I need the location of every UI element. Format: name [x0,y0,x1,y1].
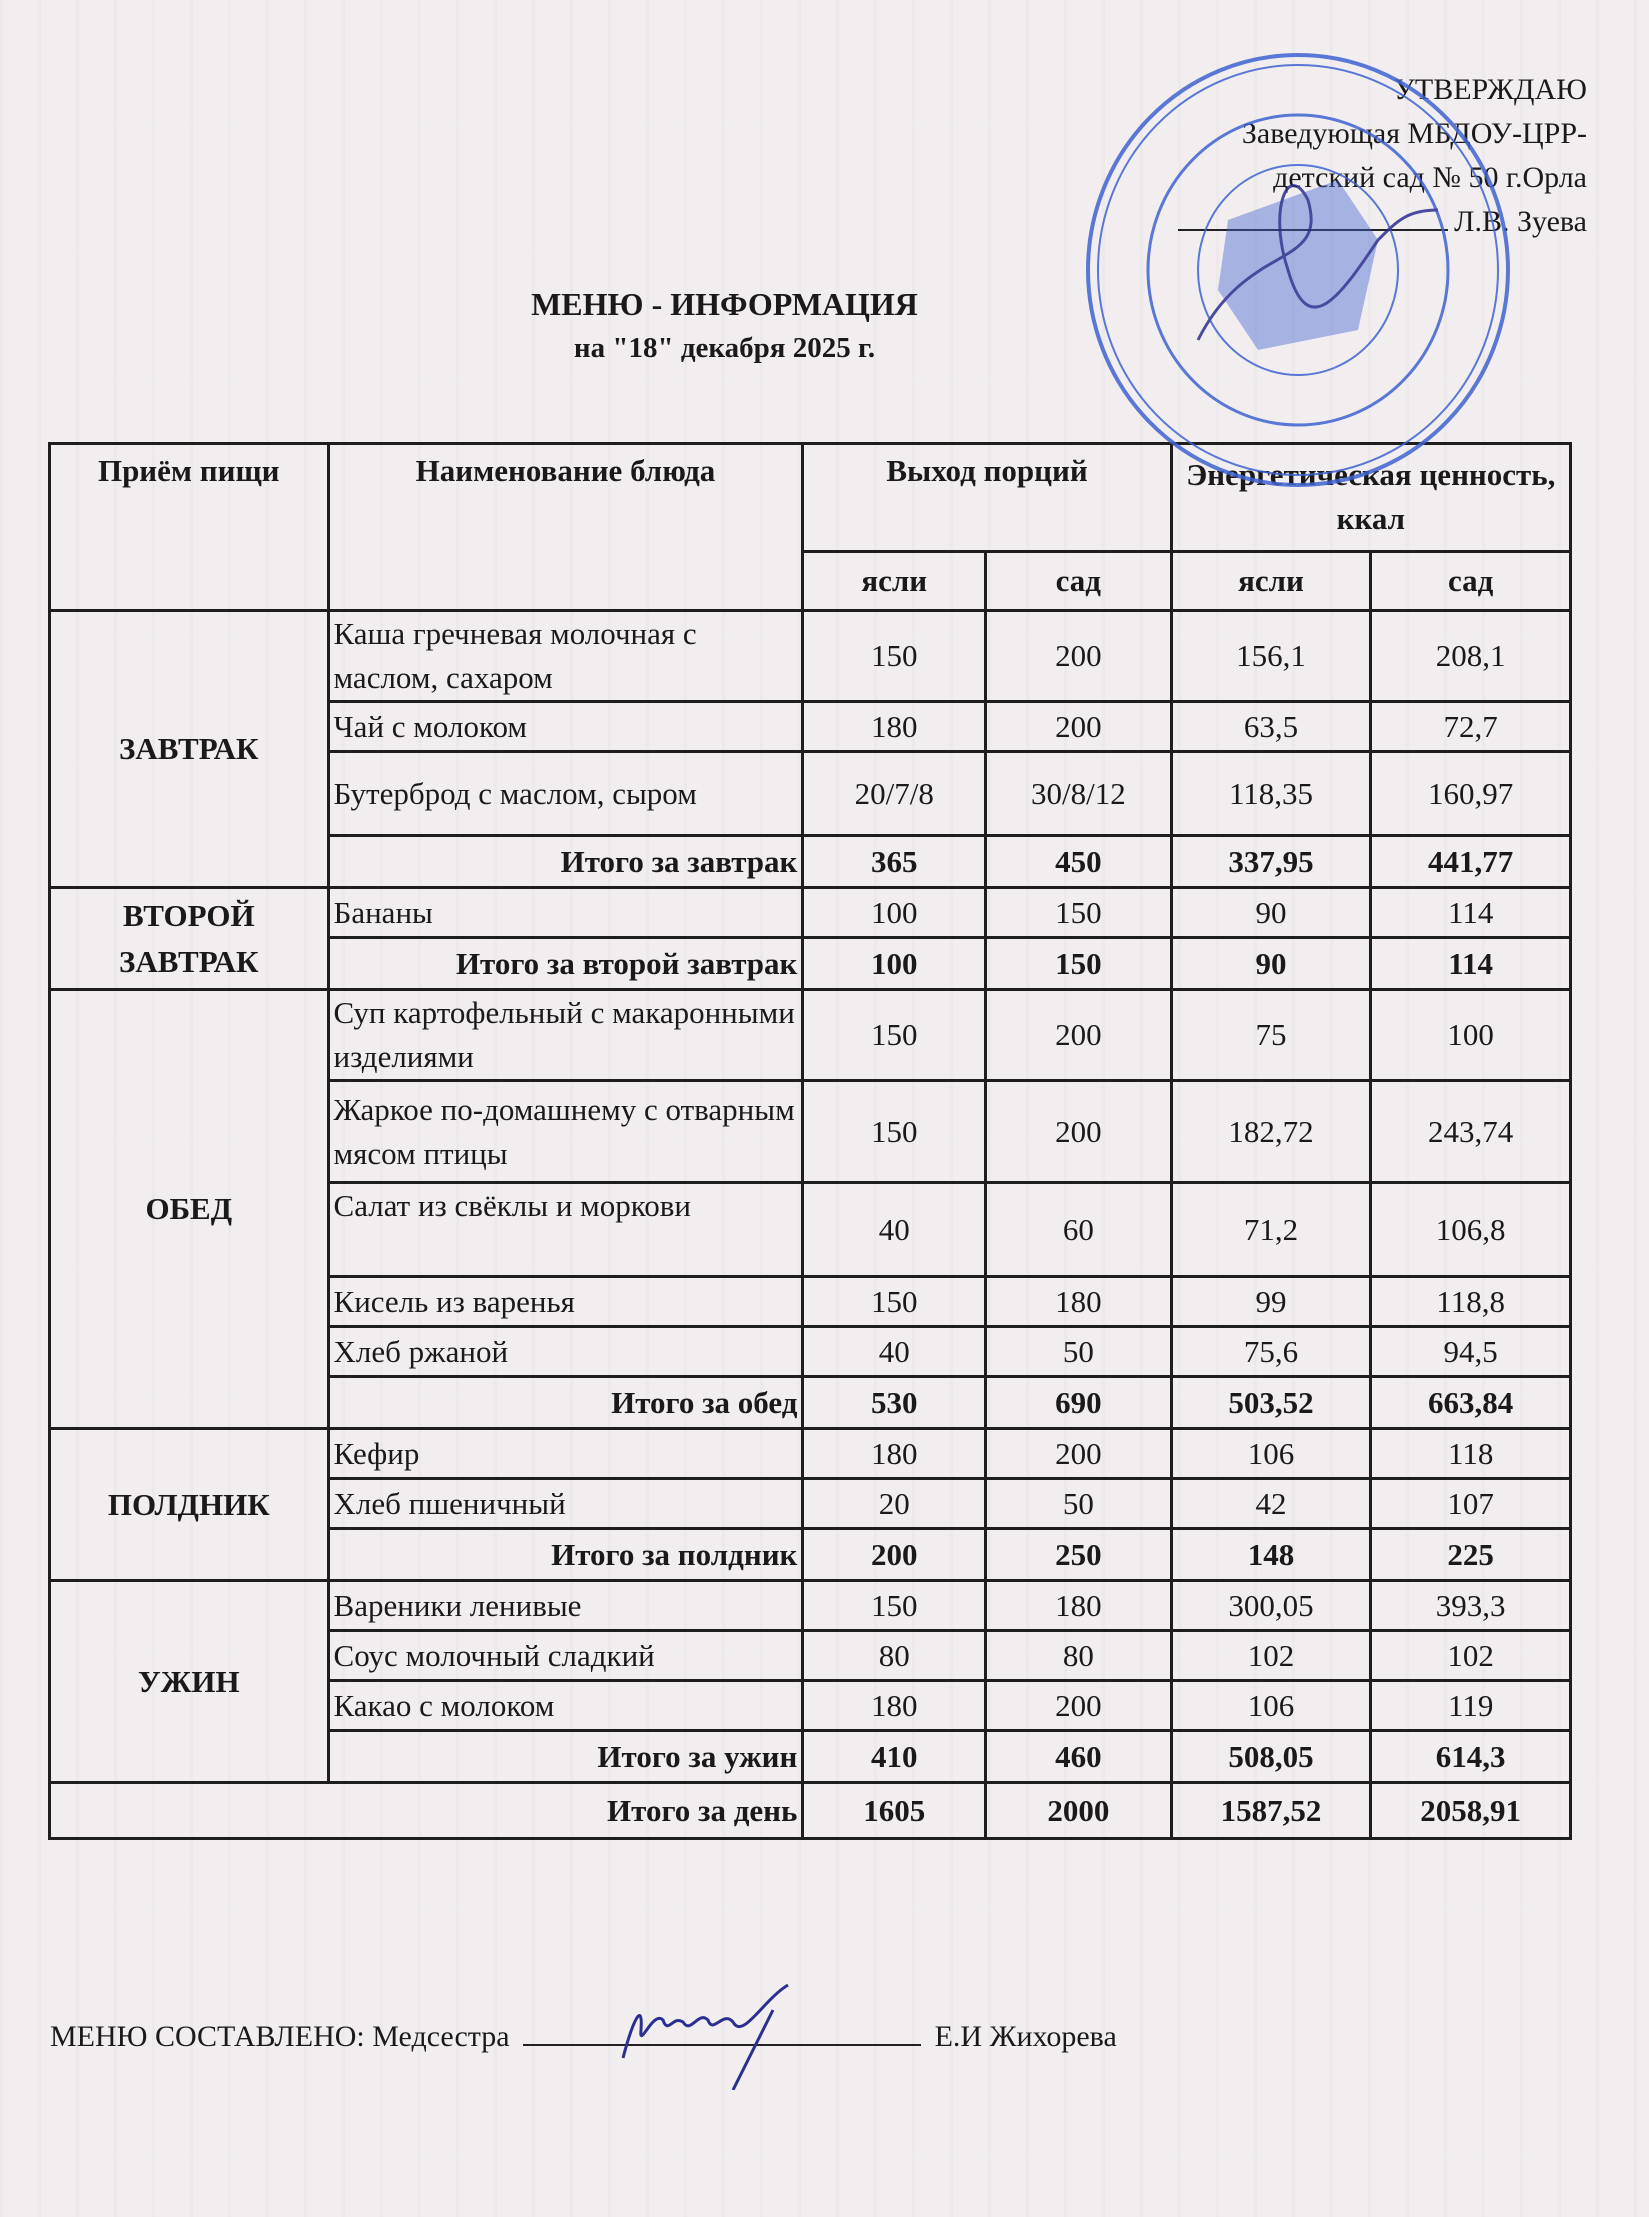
approval-position: Заведующая МБДОУ-ЦРР- [1241,117,1587,150]
section-total-label: Итого за завтрак [328,836,803,888]
total-portion-garden: 460 [986,1731,1172,1783]
table-header [50,444,1571,611]
kcal-garden: 94,5 [1371,1327,1571,1377]
signature-underline [1178,207,1448,231]
kcal-garden: 107 [1371,1479,1571,1529]
portion-nursery: 180 [803,1681,986,1731]
meal-name: ОБЕД [50,990,329,1429]
portion-garden: 50 [986,1327,1172,1377]
total-portion-garden: 250 [986,1529,1172,1581]
kcal-garden: 243,74 [1371,1081,1571,1183]
portion-nursery: 80 [803,1631,986,1681]
kcal-garden: 119 [1371,1681,1571,1731]
kcal-nursery: 102 [1171,1631,1371,1681]
total-portion-nursery: 100 [803,938,986,990]
kcal-nursery: 300,05 [1171,1581,1371,1631]
total-kcal-nursery: 90 [1171,938,1371,990]
section-total-label: Итого за полдник [328,1529,803,1581]
approval-signatory: Л.В. Зуева [1454,205,1587,238]
total-portion-garden: 690 [986,1377,1172,1429]
approval-block [1178,68,1587,244]
portion-garden: 200 [986,611,1172,702]
portion-garden: 150 [986,888,1172,938]
kcal-nursery: 71,2 [1171,1183,1371,1277]
footer-signature-line [523,2020,921,2046]
total-portion-nursery: 200 [803,1529,986,1581]
portion-nursery: 150 [803,611,986,702]
header-portion: Выход порций [803,444,1171,552]
total-portion-nursery: 365 [803,836,986,888]
kcal-garden: 100 [1371,990,1571,1081]
portion-garden: 60 [986,1183,1172,1277]
kcal-nursery: 99 [1171,1277,1371,1327]
approval-organization: детский сад № 50 г.Орла [1273,161,1587,194]
total-kcal-nursery: 337,95 [1171,836,1371,888]
total-portion-nursery: 530 [803,1377,986,1429]
header-energy: Энергетическая ценность, ккал [1171,444,1570,552]
total-kcal-nursery: 148 [1171,1529,1371,1581]
kcal-garden: 208,1 [1371,611,1571,702]
nurse-signature-icon [613,1980,803,2090]
kcal-garden: 393,3 [1371,1581,1571,1631]
day-total-kcal-nursery: 1587,52 [1171,1783,1371,1839]
kcal-nursery: 106 [1171,1681,1371,1731]
dish-name: Вареники ленивые [328,1581,803,1631]
dish-name: Бутерброд с маслом, сыром [328,752,803,836]
meal-name: ЗАВТРАК [50,611,329,888]
dish-row [50,611,1571,702]
document-title [0,282,1649,370]
footer [50,2020,1117,2054]
total-portion-nursery: 410 [803,1731,986,1783]
portion-garden: 50 [986,1479,1172,1529]
portion-nursery: 150 [803,1081,986,1183]
day-total-label: Итого за день [50,1783,803,1839]
header-dish: Наименование блюда [328,444,803,611]
dish-name: Салат из свёклы и моркови [328,1183,803,1277]
portion-nursery: 150 [803,1277,986,1327]
portion-garden: 200 [986,990,1172,1081]
portion-nursery: 100 [803,888,986,938]
header-portion-nursery: ясли [803,552,986,611]
portion-garden: 180 [986,1581,1172,1631]
kcal-garden: 102 [1371,1631,1571,1681]
approval-heading: УТВЕРЖДАЮ [1393,73,1587,106]
dish-name: Каша гречневая молочная с маслом, сахаром [328,611,803,702]
day-total-row [50,1783,1571,1839]
portion-garden: 180 [986,1277,1172,1327]
portion-nursery: 150 [803,990,986,1081]
dish-row [50,1581,1571,1631]
kcal-garden: 106,8 [1371,1183,1571,1277]
dish-name: Хлеб пшеничный [328,1479,803,1529]
day-total-portion-nursery: 1605 [803,1783,986,1839]
header-energy-nursery: ясли [1171,552,1371,611]
dish-row [50,990,1571,1081]
kcal-nursery: 182,72 [1171,1081,1371,1183]
dish-name: Бананы [328,888,803,938]
approval-signature-line [1178,200,1587,244]
dish-name: Кисель из варенья [328,1277,803,1327]
total-kcal-garden: 663,84 [1371,1377,1571,1429]
dish-name: Суп картофельный с макаронными изделиями [328,990,803,1081]
dish-name: Какао с молоком [328,1681,803,1731]
title-date: на "18" декабря 2025 г. [573,332,876,364]
total-kcal-garden: 225 [1371,1529,1571,1581]
total-portion-garden: 450 [986,836,1172,888]
header-portion-garden: сад [986,552,1172,611]
kcal-nursery: 106 [1171,1429,1371,1479]
header-meal: Приём пищи [50,444,329,611]
portion-garden: 200 [986,1681,1172,1731]
kcal-garden: 160,97 [1371,752,1571,836]
dish-name: Жаркое по-домашнему с отварным мясом птицы [328,1081,803,1183]
dish-name: Соус молочный сладкий [328,1631,803,1681]
portion-nursery: 20 [803,1479,986,1529]
table-body [50,611,1571,1839]
portion-nursery: 180 [803,702,986,752]
menu-table [48,442,1572,1840]
total-kcal-nursery: 503,52 [1171,1377,1371,1429]
portion-nursery: 40 [803,1327,986,1377]
meal-name: ПОЛДНИК [50,1429,329,1581]
portion-nursery: 180 [803,1429,986,1479]
footer-name: Е.И Жихорева [934,2020,1117,2053]
dish-name: Хлеб ржаной [328,1327,803,1377]
total-kcal-garden: 441,77 [1371,836,1571,888]
title-main: МЕНЮ - ИНФОРМАЦИЯ [531,286,918,322]
meal-name: ВТОРОЙ ЗАВТРАК [50,888,329,990]
meal-name: УЖИН [50,1581,329,1783]
day-total-portion-garden: 2000 [986,1783,1172,1839]
kcal-garden: 118,8 [1371,1277,1571,1327]
day-total-kcal-garden: 2058,91 [1371,1783,1571,1839]
kcal-nursery: 90 [1171,888,1371,938]
dish-name: Чай с молоком [328,702,803,752]
kcal-nursery: 118,35 [1171,752,1371,836]
total-kcal-garden: 114 [1371,938,1571,990]
kcal-garden: 114 [1371,888,1571,938]
total-kcal-nursery: 508,05 [1171,1731,1371,1783]
section-total-label: Итого за ужин [328,1731,803,1783]
portion-garden: 200 [986,1081,1172,1183]
section-total-label: Итого за обед [328,1377,803,1429]
portion-garden: 200 [986,702,1172,752]
total-kcal-garden: 614,3 [1371,1731,1571,1783]
portion-garden: 30/8/12 [986,752,1172,836]
kcal-nursery: 63,5 [1171,702,1371,752]
section-total-label: Итого за второй завтрак [328,938,803,990]
kcal-nursery: 42 [1171,1479,1371,1529]
dish-row [50,888,1571,938]
portion-nursery: 20/7/8 [803,752,986,836]
kcal-nursery: 156,1 [1171,611,1371,702]
footer-prefix: МЕНЮ СОСТАВЛЕНО: Медсестра [50,2020,510,2053]
kcal-garden: 72,7 [1371,702,1571,752]
kcal-nursery: 75,6 [1171,1327,1371,1377]
header-energy-garden: сад [1371,552,1571,611]
dish-name: Кефир [328,1429,803,1479]
portion-nursery: 150 [803,1581,986,1631]
portion-nursery: 40 [803,1183,986,1277]
kcal-nursery: 75 [1171,990,1371,1081]
total-portion-garden: 150 [986,938,1172,990]
kcal-garden: 118 [1371,1429,1571,1479]
portion-garden: 200 [986,1429,1172,1479]
portion-garden: 80 [986,1631,1172,1681]
dish-row [50,1429,1571,1479]
